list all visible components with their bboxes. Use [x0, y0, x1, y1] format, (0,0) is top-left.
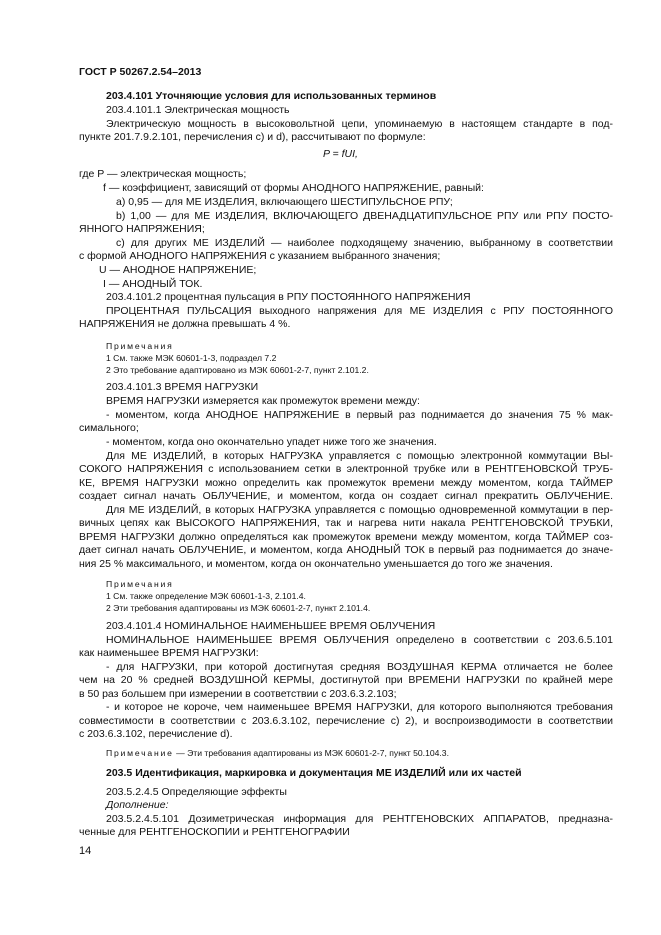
list-item: ЯННОГО НАПРЯЖЕНИЯ; — [79, 223, 205, 235]
paragraph-line: НОМИНАЛЬНОЕ НАИМЕНЬШЕЕ ВРЕМЯ ОБЛУЧЕНИЯ определено в соответствии с 203.6.5.101 — [106, 634, 613, 646]
paragraph-line: ВРЕМЯ НАГРУЗКИ должно определяться как промежуток времени между моментом, когда ТАЙМЕР соз- — [79, 531, 613, 543]
section-title: 203.5 Идентификация, маркировка и документация МЕ ИЗДЕЛИЙ или их частей — [106, 767, 522, 779]
note-item: 2 Это требование адаптировано из МЭК 60601-2-7, пункт 2.101.2. — [106, 365, 369, 375]
subsection-title: 203.4.101.3 ВРЕМЯ НАГРУЗКИ — [106, 381, 259, 393]
paragraph-line: КЕ, ВРЕМЯ НАГРУЗКИ можно определить как промежуток времени между моментом, когда ТАЙМЕР — [79, 477, 613, 489]
paragraph-line: СОКОГО НАПРЯЖЕНИЯ с использованием сетки в электронной трубке или в РЕНТГЕНОВСКОЙ ТРУБ- — [79, 463, 613, 475]
paragraph-line: НАПРЯЖЕНИЯ не должна превышать 4 %. — [79, 318, 291, 330]
paragraph-line: симального; — [79, 422, 139, 434]
paragraph-line: ченные для РЕНТГЕНОСКОПИИ и РЕНТГЕНОГРАФИИ — [79, 826, 350, 838]
subsection-title: 203.4.101.1 Электрическая мощность — [106, 104, 290, 116]
paragraph-line: вичных цепях как ВЫСОКОГО НАПРЯЖЕНИЯ, так и нагрева нити накала РЕНТГЕНОВСКОЙ ТРУБКИ, — [79, 517, 613, 529]
paragraph-line: как наименьшее ВРЕМЯ НАГРУЗКИ: — [79, 647, 259, 659]
paragraph-line: в 50 раз большем при измерении в соответствии с 203.6.3.2.103; — [79, 688, 397, 700]
list-item: с) для других МЕ ИЗДЕЛИЙ — наиболее подходящему значению, выбранному в соответствии — [116, 237, 613, 249]
note — [106, 747, 449, 760]
paragraph-line: Для МЕ ИЗДЕЛИЙ, в которых НАГРУЗКА управляется с помощью одновременной коммутации в пер- — [106, 504, 613, 516]
page-number: 14 — [79, 845, 92, 857]
paragraph-line: ния 25 % максимального, и моментом, когда он окончательно уменьшается до того же значения. — [79, 558, 553, 570]
paragraph-line: Электрическую мощность в высоковольтной цепи, упоминаемую в настоящем стандарте в под- — [106, 118, 613, 130]
formula: P = fUI, — [323, 148, 358, 160]
paragraph-line: совместимости в соответствии с 203.6.3.102, перечисление с) 2), и воспроизводимости в соответствии — [79, 715, 613, 727]
list-item: с формой АНОДНОГО НАПРЯЖЕНИЯ с указанием выбранного значения; — [79, 250, 441, 262]
section-title: 203.4.101 Уточняющие условия для использованных терминов — [106, 90, 437, 102]
standard-header: ГОСТ Р 50267.2.54–2013 — [79, 66, 202, 78]
paragraph-line: ПРОЦЕНТНАЯ ПУЛЬСАЦИЯ выходного напряжения для МЕ ИЗДЕЛИЯ с РПУ ПОСТОЯННОГО — [106, 305, 613, 317]
paragraph-line: - моментом, когда АНОДНОЕ НАПРЯЖЕНИЕ в первый раз поднимается до значения 75 % мак- — [106, 409, 613, 421]
paragraph-line: дает сигнал начать ОБЛУЧЕНИЕ, и моментом, когда АНОДНЫЙ ТОК в первый раз поднимается до значе- — [79, 544, 613, 556]
paragraph-line: пункте 201.7.9.2.101, перечисления с) и d), рассчитывают по формуле: — [79, 131, 426, 143]
list-item: а) 0,95 — для МЕ ИЗДЕЛИЯ, включающего ШЕСТИПУЛЬСНОЕ РПУ; — [116, 196, 453, 208]
subsection-title: 203.5.2.4.5 Определяющие эффекты — [106, 786, 287, 798]
paragraph-line: - моментом, когда оно окончательно упадет ниже того же значения. — [106, 436, 437, 448]
definition-item: где P — электрическая мощность; — [79, 168, 247, 180]
paragraph-line: чем на 20 % средней ВОЗДУШНОЙ КЕРМЫ, достигнутой при ВРЕМЕНИ НАГРУЗКИ по крайней мере — [79, 674, 613, 686]
subsection-title: 203.4.101.4 НОМИНАЛЬНОЕ НАИМЕНЬШЕЕ ВРЕМЯ ОБЛУЧЕНИЯ — [106, 620, 436, 632]
note-item: 1 См. также МЭК 60601-1-3, подраздел 7.2 — [106, 353, 277, 363]
paragraph-line: Для МЕ ИЗДЕЛИЙ, в которых НАГРУЗКА управляется с помощью электронной коммутации ВЫ- — [106, 450, 613, 462]
definition-item: I — АНОДНЫЙ ТОК. — [103, 278, 203, 290]
notes-title: Примечания — [106, 341, 174, 351]
definition-item: U — АНОДНОЕ НАПРЯЖЕНИЕ; — [99, 264, 257, 276]
note-text: — Эти требования адаптированы из МЭК 60601-2-7, пункт 50.104.3. — [176, 748, 449, 758]
note-item: 2 Эти требования адаптированы из МЭК 60601-2-7, пункт 2.101.4. — [106, 603, 371, 613]
paragraph-line: с 203.6.3.102, перечисление d). — [79, 728, 233, 740]
paragraph-line: создает сигнал начать ОБЛУЧЕНИЕ, и моментом, когда он создает сигнал прекратить ОБЛУЧЕНИЕ. — [79, 490, 613, 502]
notes-title: Примечания — [106, 579, 174, 589]
note-label: Примечание — [106, 748, 174, 758]
paragraph-line: - и которое не короче, чем наименьшее ВРЕМЯ НАГРУЗКИ, для которого выполняются требования — [106, 701, 613, 713]
subsection-title: 203.4.101.2 процентная пульсация в РПУ ПОСТОЯННОГО НАПРЯЖЕНИЯ — [106, 291, 471, 303]
note-item: 1 См. также определение МЭК 60601-1-3, 2.101.4. — [106, 591, 306, 601]
list-item: b) 1,00 — для МЕ ИЗДЕЛИЯ, ВКЛЮЧАЮЩЕГО ДВЕНАДЦАТИПУЛЬСНОЕ РПУ или РПУ ПОСТО- — [116, 210, 613, 222]
paragraph-line: ВРЕМЯ НАГРУЗКИ измеряется как промежуток времени между: — [106, 395, 420, 407]
paragraph-line: 203.5.2.4.5.101 Дозиметрическая информация для РЕНТГЕНОВСКИХ АППАРАТОВ, предназна- — [106, 813, 613, 825]
paragraph-line: - для НАГРУЗКИ, при которой достигнутая средняя ВОЗДУШНАЯ КЕРМА отличается не более — [106, 661, 613, 673]
definition-item: f — коэффициент, зависящий от формы АНОДНОГО НАПРЯЖЕНИЕ, равный: — [103, 182, 484, 194]
addition-label: Дополнение: — [106, 799, 169, 811]
